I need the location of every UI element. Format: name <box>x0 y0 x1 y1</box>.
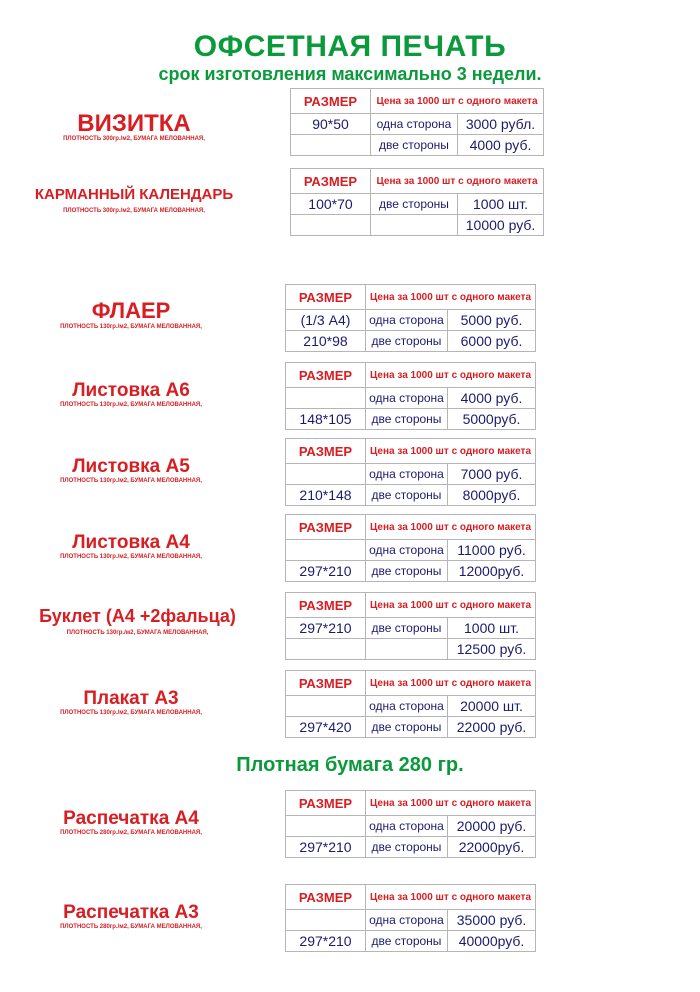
product-block <box>0 362 700 442</box>
sides-cell <box>371 215 458 236</box>
size-cell: 90*50 <box>291 114 371 135</box>
header-size: РАЗМЕР <box>286 515 366 540</box>
price-cell: 12000руб. <box>448 561 536 582</box>
size-cell <box>286 816 366 837</box>
product-name: Распечатка А4 <box>63 808 199 829</box>
page-subtitle: срок изготовления максимально 3 недели. <box>158 64 542 84</box>
price-cell: 7000 руб. <box>448 464 536 485</box>
price-table <box>285 284 536 352</box>
price-cell: 4000 руб. <box>458 135 544 156</box>
price-table <box>285 514 536 582</box>
sides-cell: одна сторона <box>366 910 448 931</box>
table-row <box>286 717 536 738</box>
price-cell: 20000 руб. <box>448 816 536 837</box>
sides-cell: две стороны <box>366 561 448 582</box>
product-name: ВИЗИТКА <box>77 110 191 137</box>
header-price: Цена за 1000 шт с одного макета <box>366 885 536 910</box>
size-cell <box>291 135 371 156</box>
price-cell: 3000 рубл. <box>458 114 544 135</box>
table-row <box>291 114 544 135</box>
price-cell: 20000 шт. <box>448 696 536 717</box>
table-row <box>286 464 536 485</box>
product-name: Буклет (А4 +2фальца) <box>39 606 236 626</box>
size-cell: 210*98 <box>286 331 366 352</box>
sides-cell: две стороны <box>366 931 448 952</box>
size-cell <box>291 215 371 236</box>
table-row <box>286 639 536 660</box>
price-cell: 1000 шт. <box>448 618 536 639</box>
size-cell: 210*148 <box>286 485 366 506</box>
header-size: РАЗМЕР <box>291 169 371 194</box>
header-price: Цена за 1000 шт с одного макета <box>366 363 536 388</box>
price-table <box>285 670 536 738</box>
price-table <box>290 88 544 156</box>
table-row <box>286 910 536 931</box>
product-name: Листовка А5 <box>72 456 190 477</box>
sides-cell: одна сторона <box>366 310 448 331</box>
sides-cell: одна сторона <box>366 540 448 561</box>
size-cell: 297*210 <box>286 561 366 582</box>
price-cell: 1000 шт. <box>458 194 544 215</box>
product-block <box>0 884 700 964</box>
header-size: РАЗМЕР <box>286 593 366 618</box>
header-size: РАЗМЕР <box>291 89 371 114</box>
header-price: Цена за 1000 шт с одного макета <box>366 791 536 816</box>
price-cell: 5000руб. <box>448 409 536 430</box>
price-table <box>285 790 536 858</box>
table-row <box>291 135 544 156</box>
price-cell: 4000 руб. <box>448 388 536 409</box>
product-block <box>0 438 700 518</box>
size-cell <box>286 388 366 409</box>
product-name: Листовка А6 <box>72 380 190 401</box>
product-paper-spec: ПЛОТНОСТЬ 130гр./м2, БУМАГА МЕЛОВАННАЯ, <box>60 402 202 408</box>
size-cell <box>286 464 366 485</box>
table-row <box>286 485 536 506</box>
table-row <box>286 696 536 717</box>
product-block <box>0 514 700 594</box>
product-paper-spec: ПЛОТНОСТЬ 280гр./м2, БУМАГА МЕЛОВАННАЯ, <box>60 924 202 930</box>
sides-cell: две стороны <box>366 717 448 738</box>
product-name: Плакат А3 <box>83 688 179 709</box>
table-row <box>286 931 536 952</box>
product-block <box>0 790 700 870</box>
table-row <box>291 194 544 215</box>
price-cell: 6000 руб. <box>448 331 536 352</box>
header-price: Цена за 1000 шт с одного макета <box>366 285 536 310</box>
product-paper-spec: ПЛОТНОСТЬ 130гр./м2, БУМАГА МЕЛОВАННАЯ, <box>60 324 202 330</box>
product-name: ФЛАЕР <box>91 298 171 323</box>
price-cell: 10000 руб. <box>458 215 544 236</box>
header-size: РАЗМЕР <box>286 671 366 696</box>
size-cell <box>286 639 366 660</box>
price-cell: 35000 руб. <box>448 910 536 931</box>
size-cell: 297*210 <box>286 837 366 858</box>
header-size: РАЗМЕР <box>286 885 366 910</box>
price-table <box>285 592 536 660</box>
sides-cell: две стороны <box>371 194 458 215</box>
table-row <box>286 540 536 561</box>
size-cell: 100*70 <box>291 194 371 215</box>
sides-cell: две стороны <box>366 485 448 506</box>
product-paper-spec: ПЛОТНОСТЬ 300гр./м2, БУМАГА МЕЛОВАННАЯ, <box>63 208 205 214</box>
table-row <box>286 618 536 639</box>
sides-cell: две стороны <box>366 618 448 639</box>
price-cell: 11000 руб. <box>448 540 536 561</box>
table-row <box>286 388 536 409</box>
sides-cell: две стороны <box>366 331 448 352</box>
sides-cell: одна сторона <box>366 696 448 717</box>
product-block <box>0 284 700 364</box>
price-cell: 8000руб. <box>448 485 536 506</box>
size-cell: (1/3 А4) <box>286 310 366 331</box>
sides-cell: две стороны <box>366 837 448 858</box>
table-row <box>286 816 536 837</box>
price-cell: 5000 руб. <box>448 310 536 331</box>
price-cell: 22000 руб. <box>448 717 536 738</box>
header-price: Цена за 1000 шт с одного макета <box>371 169 544 194</box>
table-row <box>291 215 544 236</box>
product-name: Распечатка А3 <box>63 902 199 923</box>
header-size: РАЗМЕР <box>286 363 366 388</box>
sides-cell: одна сторона <box>366 464 448 485</box>
sides-cell: две стороны <box>371 135 458 156</box>
sides-cell: одна сторона <box>371 114 458 135</box>
product-paper-spec: ПЛОТНОСТЬ 130гр./м2, БУМАГА МЕЛОВАННАЯ, <box>60 554 202 560</box>
product-block <box>0 168 700 248</box>
product-name: Листовка А4 <box>72 532 190 553</box>
product-block <box>0 592 700 672</box>
size-cell <box>286 540 366 561</box>
product-block <box>0 88 700 168</box>
table-row <box>286 409 536 430</box>
header-price: Цена за 1000 шт с одного макета <box>371 89 544 114</box>
header-size: РАЗМЕР <box>286 285 366 310</box>
product-paper-spec: ПЛОТНОСТЬ 130гр./м2, БУМАГА МЕЛОВАННАЯ, <box>60 478 202 484</box>
price-cell: 40000руб. <box>448 931 536 952</box>
table-row <box>286 331 536 352</box>
header-price: Цена за 1000 шт с одного макета <box>366 671 536 696</box>
size-cell <box>286 910 366 931</box>
price-table <box>285 884 536 952</box>
size-cell: 297*420 <box>286 717 366 738</box>
page-title: ОФСЕТНАЯ ПЕЧАТЬ <box>193 30 507 63</box>
sides-cell: одна сторона <box>366 388 448 409</box>
size-cell: 297*210 <box>286 931 366 952</box>
size-cell: 148*105 <box>286 409 366 430</box>
product-paper-spec: ПЛОТНОСТЬ 130гр./м2, БУМАГА МЕЛОВАННАЯ, <box>66 630 209 636</box>
header-size: РАЗМЕР <box>286 791 366 816</box>
price-table <box>285 362 536 430</box>
sides-cell: две стороны <box>366 409 448 430</box>
header-price: Цена за 1000 шт с одного макета <box>366 593 536 618</box>
header-size: РАЗМЕР <box>286 439 366 464</box>
header-price: Цена за 1000 шт с одного макета <box>366 439 536 464</box>
sides-cell: одна сторона <box>366 816 448 837</box>
header-price: Цена за 1000 шт с одного макета <box>366 515 536 540</box>
product-block <box>0 670 700 750</box>
product-paper-spec: ПЛОТНОСТЬ 130гр./м2, БУМАГА МЕЛОВАННАЯ, <box>60 710 202 716</box>
sides-cell <box>366 639 448 660</box>
price-cell: 22000руб. <box>448 837 536 858</box>
product-name: КАРМАННЫЙ КАЛЕНДАРЬ <box>34 186 234 203</box>
product-paper-spec: ПЛОТНОСТЬ 300гр./м2, БУМАГА МЕЛОВАННАЯ, <box>63 136 205 142</box>
section-heading-thick-paper: Плотная бумага 280 гр. <box>236 754 464 776</box>
table-row <box>286 310 536 331</box>
price-table <box>290 168 544 236</box>
product-paper-spec: ПЛОТНОСТЬ 280гр./м2, БУМАГА МЕЛОВАННАЯ, <box>60 830 202 836</box>
price-table <box>285 438 536 506</box>
size-cell: 297*210 <box>286 618 366 639</box>
table-row <box>286 561 536 582</box>
size-cell <box>286 696 366 717</box>
price-cell: 12500 руб. <box>448 639 536 660</box>
table-row <box>286 837 536 858</box>
